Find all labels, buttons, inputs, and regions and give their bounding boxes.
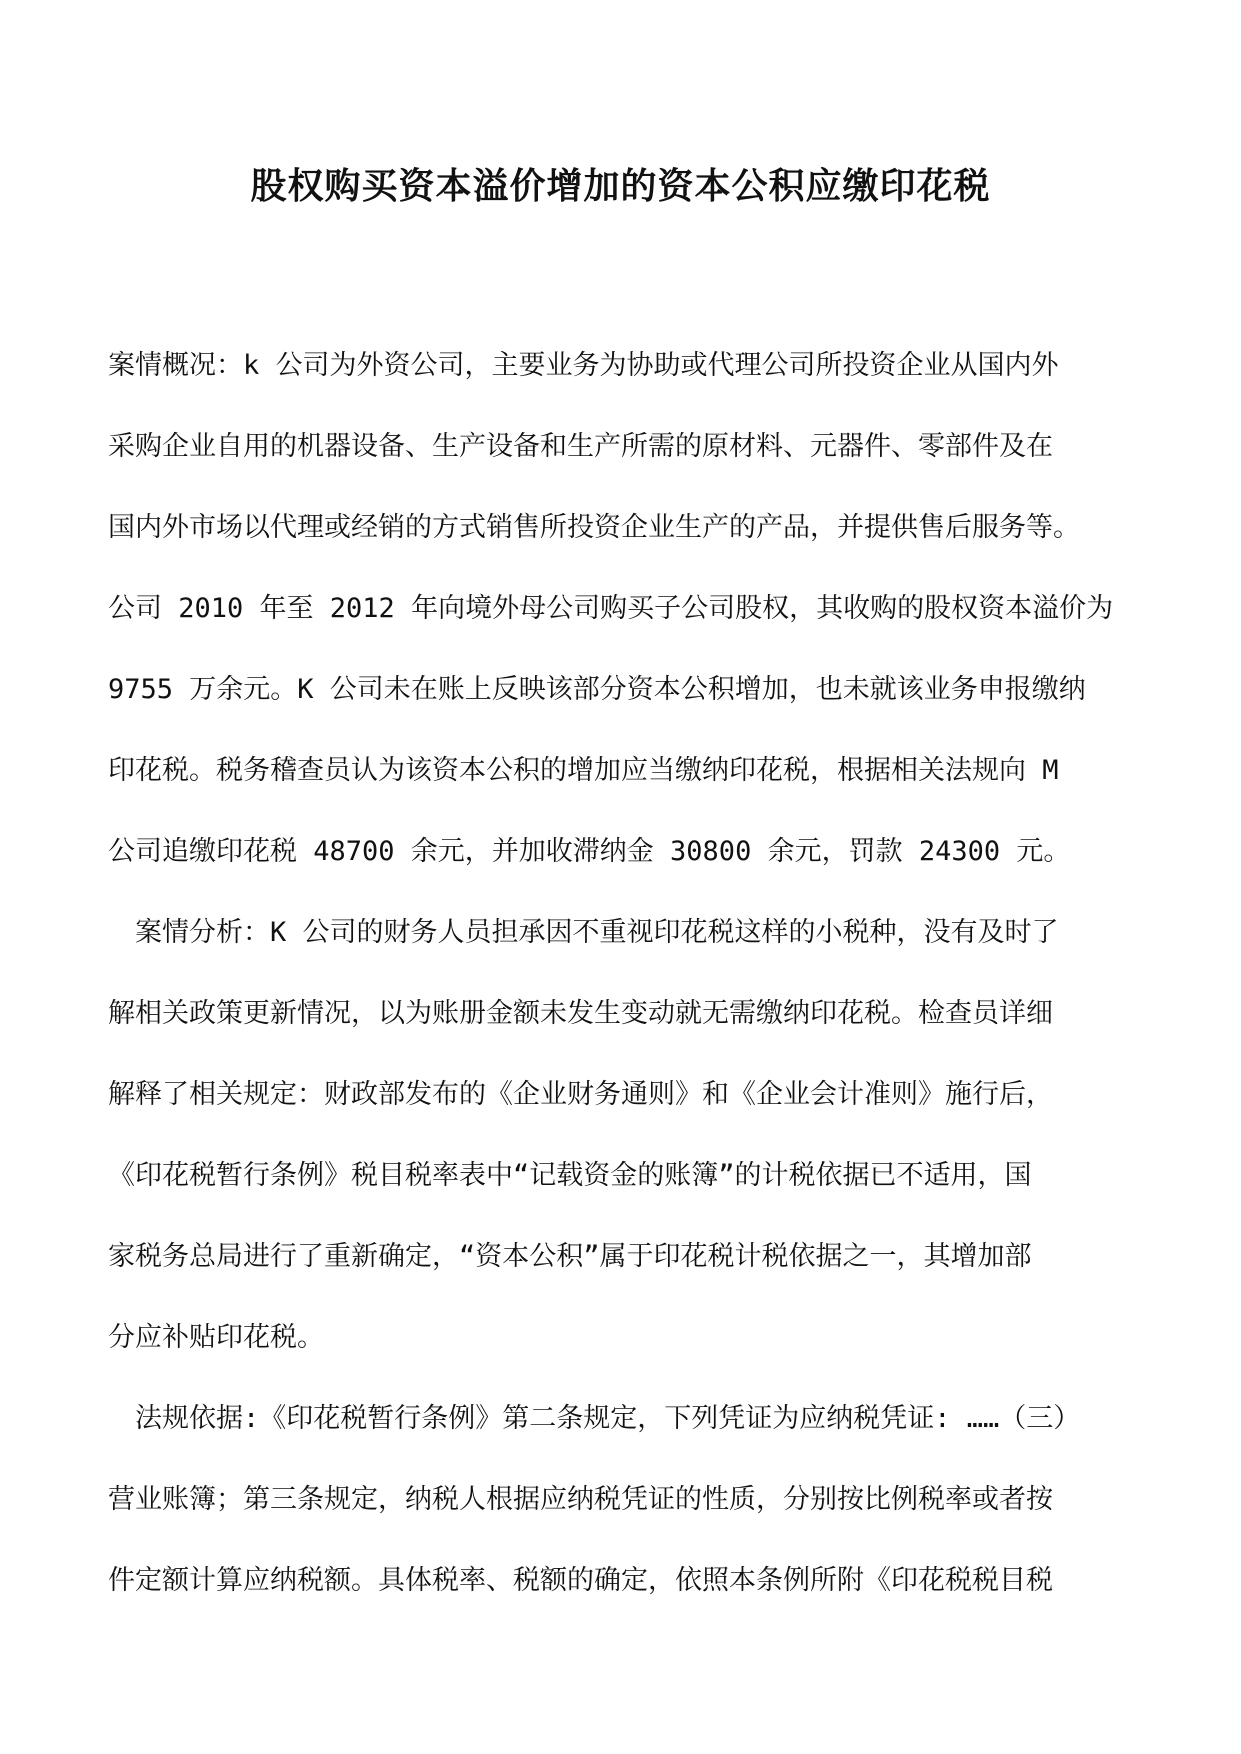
body-line: 9755 万余元。K 公司未在账上反映该部分资本公积增加，也未就该业务申报缴纳 [108,674,1086,705]
body-line: 采购企业自用的机器设备、生产设备和生产所需的原材料、元器件、零部件及在 [108,431,1053,462]
body-line: 法规依据:《印花税暂行条例》第二条规定，下列凭证为应纳税凭证: ……（三） [108,1403,1081,1434]
body-line: 公司 2010 年至 2012 年向境外母公司购买子公司股权，其收购的股权资本溢价为 [108,593,1114,624]
body-line: 《印花税暂行条例》税目税率表中“记载资金的账簿”的计税依据已不适用，国 [108,1160,1032,1191]
body-line: 解释了相关规定：财政部发布的《企业财务通则》和《企业会计准则》施行后， [108,1079,1053,1110]
body-line: 家税务总局进行了重新确定，“资本公积”属于印花税计税依据之一，其增加部 [108,1241,1032,1272]
body-line: 国内外市场以代理或经销的方式销售所投资企业生产的产品，并提供售后服务等。 [108,512,1080,543]
document-body [108,338,1138,1634]
body-line: 案情概况：k 公司为外资公司，主要业务为协助或代理公司所投资企业从国内外 [108,350,1059,381]
body-line: 营业账簿；第三条规定，纳税人根据应纳税凭证的性质，分别按比例税率或者按 [108,1484,1053,1515]
body-line: 件定额计算应纳税额。具体税率、税额的确定，依照本条例所附《印花税税目税 [108,1565,1053,1596]
document-title: 股权购买资本溢价增加的资本公积应缴印花税 [250,165,991,207]
body-line: 分应补贴印花税。 [108,1322,324,1353]
body-line: 印花税。税务稽查员认为该资本公积的增加应当缴纳印花税，根据相关法规向 M [108,755,1059,786]
body-line: 解相关政策更新情况，以为账册金额未发生变动就无需缴纳印花税。检查员详细 [108,998,1053,1029]
body-line: 案情分析：K 公司的财务人员担承因不重视印花税这样的小税种，没有及时了 [108,917,1059,948]
body-line: 公司追缴印花税 48700 余元，并加收滞纳金 30800 余元，罚款 24300 元。 [108,836,1071,867]
